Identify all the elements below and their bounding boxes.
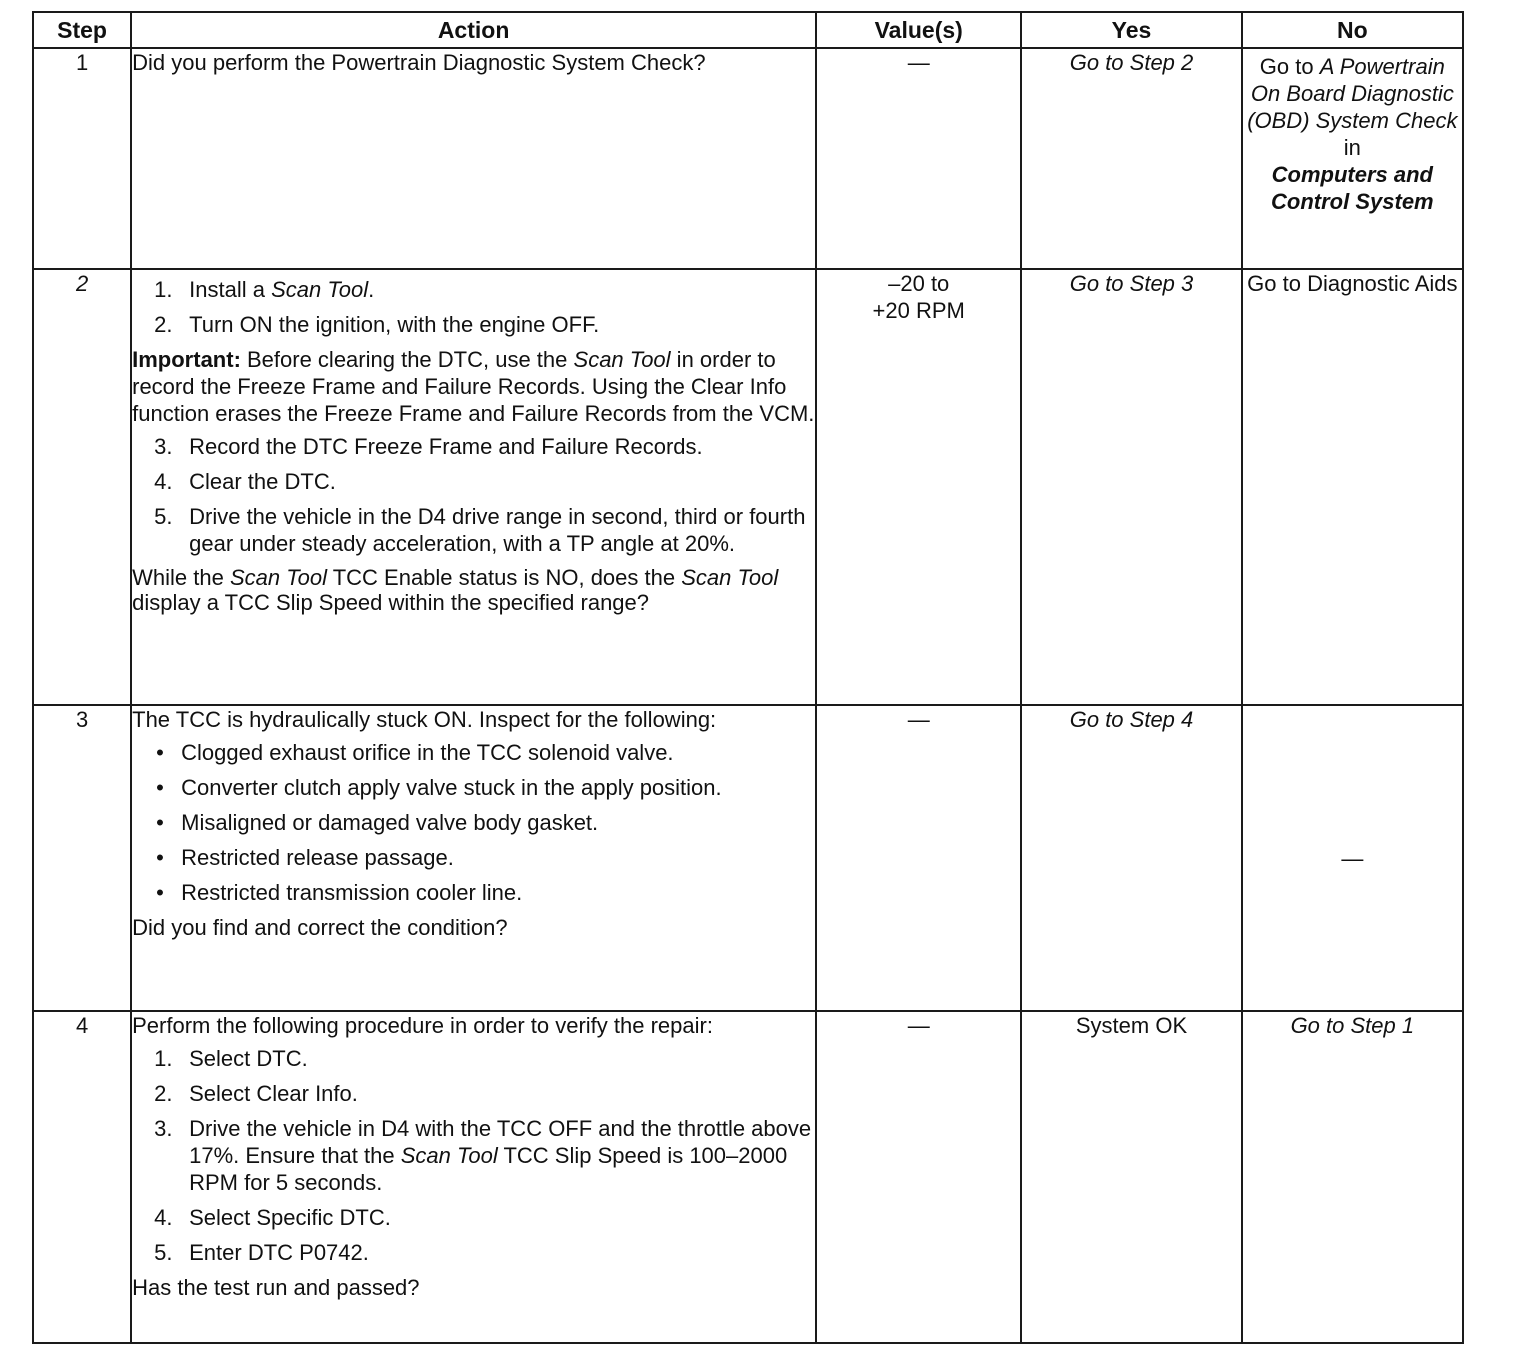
step-number: 3 <box>75 707 89 732</box>
no-cell <box>1242 1011 1463 1343</box>
no-reference-section: Computers and Control System <box>1271 162 1434 214</box>
value-cell <box>816 48 1021 269</box>
diagnostic-table <box>32 11 1464 1344</box>
list-item: • Converter clutch apply valve stuck in the apply position. <box>156 775 722 800</box>
list-item: • Restricted transmission cooler line. <box>156 880 523 905</box>
value-cell <box>816 1011 1021 1343</box>
action-question: Has the test run and passed? <box>132 1275 420 1300</box>
no-obd-check-link[interactable]: A Powertrain On Board Diagnostic (OBD) System Check <box>1247 54 1458 133</box>
list-item: 2. Turn ON the ignition, with the engine OFF. <box>154 312 600 337</box>
list-item: 2. Select Clear Info. <box>154 1081 358 1106</box>
value-cell <box>816 269 1021 705</box>
header-row <box>33 12 1463 48</box>
step-number: 4 <box>75 1013 89 1038</box>
header-no: No <box>1242 12 1463 48</box>
list-item: 1. Select DTC. <box>154 1046 308 1071</box>
step-number-cell <box>33 48 131 269</box>
no-mid: in <box>1343 135 1361 160</box>
list-item: • Restricted release passage. <box>156 845 454 870</box>
table-row-step-2 <box>33 269 1463 705</box>
no-cell <box>1242 48 1463 269</box>
step-number-cell <box>33 1011 131 1343</box>
header-yes: Yes <box>1021 12 1241 48</box>
table-row-step-4 <box>33 1011 1463 1343</box>
action-intro: Perform the following procedure in order to verify the repair: <box>132 1013 713 1038</box>
no-prefix: Go to <box>1259 54 1320 79</box>
table-row-step-1 <box>33 48 1463 269</box>
procedure-list-b <box>132 433 815 557</box>
action-question: While the Scan Tool TCC Enable status is NO, does the Scan Tool display a TCC Slip Speed within the specified range? <box>132 565 779 615</box>
action-intro: The TCC is hydraulically stuck ON. Inspect for the following: <box>132 707 717 732</box>
header-step: Step <box>33 12 131 48</box>
action-cell <box>131 48 816 269</box>
action-cell <box>131 705 816 1011</box>
list-item: 4. Clear the DTC. <box>154 469 336 494</box>
list-item: 1. Install a Scan Tool. <box>154 277 375 302</box>
no-text: — <box>1341 845 1364 871</box>
value-range-line2: +20 RPM <box>872 298 965 323</box>
procedure-list-a <box>132 276 815 338</box>
action-question: Did you find and correct the condition? <box>132 915 508 940</box>
verify-procedure-list <box>132 1045 815 1266</box>
value-cell <box>816 705 1021 1011</box>
list-item: • Misaligned or damaged valve body gasket. <box>156 810 599 835</box>
action-cell <box>131 269 816 705</box>
yes-system-ok: System OK <box>1075 1013 1188 1038</box>
inspection-list <box>132 739 815 906</box>
step-number: 1 <box>75 50 89 75</box>
important-note: Important: Before clearing the DTC, use the Scan Tool in order to record the Freeze Frame and Failure Records. Using the Clear Info function erases the Freeze Frame and Failure Records from the VCM. <box>132 347 815 426</box>
list-item: 4. Select Specific DTC. <box>154 1205 391 1230</box>
header-values: Value(s) <box>816 12 1021 48</box>
yes-cell <box>1021 1011 1241 1343</box>
list-item: 3. Record the DTC Freeze Frame and Failure Records. <box>154 434 703 459</box>
step-number-cell <box>33 705 131 1011</box>
value-text: — <box>907 707 930 732</box>
yes-goto-step-link[interactable]: Go to Step 4 <box>1069 707 1194 732</box>
list-item: 5. Drive the vehicle in the D4 drive range in second, third or fourth gear under steady acceleration, with a TP angle at 20%. <box>154 504 806 556</box>
value-text: — <box>907 1013 930 1038</box>
step-number-cell <box>33 269 131 705</box>
no-diagnostic-aids-link[interactable]: Go to Diagnostic Aids <box>1247 271 1458 296</box>
yes-cell <box>1021 705 1241 1011</box>
no-cell <box>1242 705 1463 1011</box>
list-item: 3. Drive the vehicle in D4 with the TCC OFF and the throttle above 17%. Ensure that the Scan Tool TCC Slip Speed is 100–2000 RPM for 5 seconds. <box>154 1116 812 1195</box>
value-text: — <box>907 50 930 75</box>
no-cell <box>1242 269 1463 705</box>
list-item: 5. Enter DTC P0742. <box>154 1240 369 1265</box>
yes-cell <box>1021 48 1241 269</box>
yes-goto-step-link[interactable]: Go to Step 3 <box>1069 271 1194 296</box>
yes-cell <box>1021 269 1241 705</box>
step-number: 2 <box>75 271 89 296</box>
value-range-line1: –20 to <box>888 271 950 296</box>
no-goto-step-link[interactable]: Go to Step 1 <box>1290 1013 1415 1038</box>
table-row-step-3 <box>33 705 1463 1011</box>
header-action: Action <box>131 12 816 48</box>
action-cell <box>131 1011 816 1343</box>
action-question: Did you perform the Powertrain Diagnostic System Check? <box>132 50 706 75</box>
list-item: • Clogged exhaust orifice in the TCC solenoid valve. <box>156 740 674 765</box>
yes-goto-step-link[interactable]: Go to Step 2 <box>1069 50 1194 75</box>
